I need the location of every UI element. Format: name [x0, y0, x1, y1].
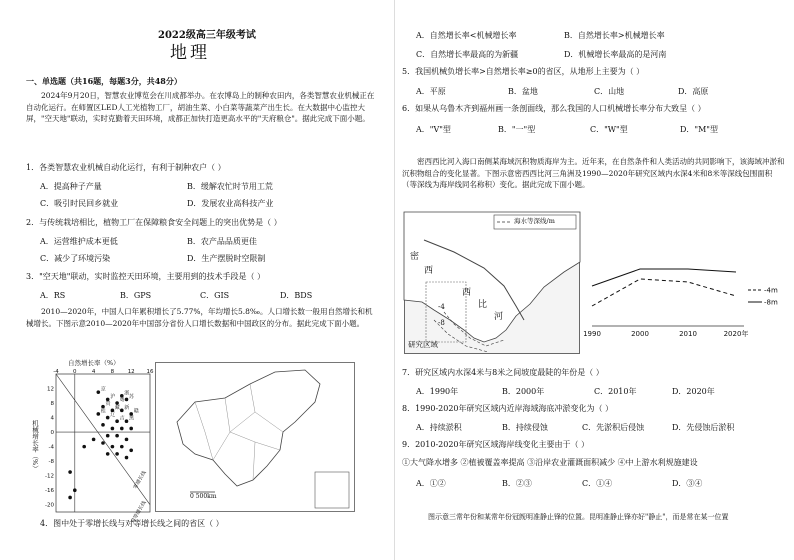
- q4-option-d[interactable]: D．机械增长率最高的是河南: [564, 50, 667, 59]
- q6-option-c[interactable]: C．"W"型: [590, 125, 628, 134]
- q8-option-c[interactable]: C．先淤积后侵蚀: [582, 423, 645, 432]
- y-tick-label: -12: [45, 473, 54, 480]
- question-8: 8．1990-2020年研究区域内近岸海域海底冲淤变化为（ ）: [402, 404, 614, 413]
- scatter-point: [106, 434, 110, 438]
- intro-paragraph-2: 2010—2020年，中国人口年累积增长了5.77%，年均增长5.8‰。人口增长数一般用自然增长和机械增长。下图示意2010—2020年中国部分省份人口增长数据和中国政区的分布。据此完成下面小题。: [26, 307, 373, 328]
- scatter-title: 自然增长率（%）: [68, 359, 120, 367]
- q2-option-a[interactable]: A．运营维护成本更低: [40, 237, 118, 246]
- x-tick-label: 1990: [583, 330, 601, 338]
- intro-paragraph-3: 密西西比河入海口南侧某海域沉积物质海岸为主。近年来，在自然条件和人类活动的共同影响下，该海域冲淤和沉积物组合的变化显著。下图示意密西西比河三角洲及1990—2020年研究区域内水深4米和8米等深线包围面积（等深线为海岸线同名称积）变化。据此完成下面小题。: [402, 157, 785, 189]
- y-tick-label: -8: [48, 459, 54, 466]
- scatter-point: [92, 438, 96, 442]
- y-tick-label: 12: [47, 386, 54, 393]
- point-label: 新: [124, 404, 130, 411]
- q3-option-d[interactable]: D．BDS: [280, 291, 313, 300]
- scatter-point: [115, 419, 119, 423]
- series-line: [592, 269, 736, 286]
- q6-option-d[interactable]: D．"M"型: [680, 125, 718, 134]
- line-label: 对等增长线: [130, 500, 148, 525]
- q5-option-a[interactable]: A．平原: [416, 87, 446, 96]
- series-line: [592, 279, 736, 306]
- q8-option-a[interactable]: A．持续淤积: [416, 423, 462, 432]
- q5-option-b[interactable]: B．盆地: [508, 87, 538, 96]
- scatter-point: [129, 448, 133, 452]
- point-label: 桂: [100, 408, 106, 415]
- scatter-chart: [38, 366, 154, 525]
- scatter-point: [125, 419, 129, 423]
- point-label: 黑: [129, 415, 135, 422]
- question-5: 5．我国机械负增长率>自然增长率≥0的省区，从地形上主要为（ ）: [402, 67, 645, 76]
- scatter-point: [125, 456, 129, 460]
- point-label: 贵: [105, 401, 111, 408]
- q8-option-b[interactable]: B．持续侵蚀: [502, 423, 548, 432]
- y-tick-label: -4: [48, 444, 54, 451]
- q1-option-d[interactable]: D．发展农业高科技产业: [187, 199, 274, 208]
- map-label-he: 河: [494, 312, 504, 322]
- map-label-xi1: 西: [424, 266, 434, 276]
- scatter-point: [68, 470, 72, 474]
- y-tick-label: -16: [45, 488, 54, 495]
- x-tick-label: 16: [146, 369, 154, 375]
- x-tick-label: 0: [73, 369, 77, 375]
- q2-option-d[interactable]: D．生产摆脱时空限制: [187, 254, 266, 263]
- y-tick-label: 8: [50, 401, 54, 408]
- q4-option-c[interactable]: C．自然增长率最高的为新疆: [416, 50, 519, 59]
- q9-option-b[interactable]: B．②③: [502, 479, 532, 488]
- china-map-frame: [156, 363, 355, 512]
- y-tick-label: 0: [50, 430, 54, 437]
- scatter-point: [115, 452, 119, 456]
- q9-option-d[interactable]: D．③④: [672, 479, 703, 488]
- scatter-ylabel: 机械增长率（%）: [31, 420, 39, 472]
- point-label: 吉: [119, 415, 125, 422]
- legend-label: -8m: [764, 298, 778, 307]
- point-label: 京: [100, 386, 106, 393]
- x-tick-label: 4: [91, 369, 96, 375]
- q3-option-b[interactable]: B．GPS: [120, 291, 152, 300]
- column-divider: [394, 0, 395, 560]
- x-tick-label: 2010: [679, 330, 697, 338]
- delta-map: [404, 212, 580, 354]
- scatter-point: [120, 427, 124, 431]
- line-label: 零增长线: [132, 470, 148, 491]
- q9-items: ①大气降水增多 ②植被覆盖率提高 ③沿岸农业灌溉面积减少 ④中上游水利规施建设: [402, 458, 698, 467]
- question-4: 4．图中处于零增长线与对等增长线之间的省区（ ）: [40, 519, 224, 528]
- legend-label: -4m: [764, 286, 778, 295]
- scatter-point: [115, 434, 119, 438]
- scatter-point: [106, 452, 110, 456]
- q7-option-a[interactable]: A．1990年: [416, 387, 459, 396]
- q1-option-a[interactable]: A．提高种子产量: [40, 182, 102, 191]
- x-tick-label: 12: [127, 369, 135, 375]
- scatter-point: [97, 390, 101, 394]
- question-6: 6．如果从乌鲁木齐到福州画一条剖面线，那么我国的人口机械增长率分布大致呈（ ）: [402, 104, 706, 113]
- q9-option-c[interactable]: C．①④: [582, 479, 613, 488]
- point-label: 粤: [119, 397, 125, 404]
- scatter-point: [82, 445, 86, 449]
- area-line-chart: [583, 250, 786, 342]
- point-label: 浙: [124, 390, 130, 397]
- left-column: [0, 0, 390, 560]
- q6-option-a[interactable]: A．"V"型: [416, 125, 451, 134]
- q5-option-d[interactable]: D．高原: [678, 87, 709, 96]
- exam-title: 2022级高三年级考试: [158, 30, 256, 41]
- y-tick-label: -20: [45, 502, 54, 509]
- x-tick-label: 2000: [631, 330, 649, 338]
- depth-label-8: -8: [438, 319, 445, 327]
- point-label: 藏: [114, 404, 120, 411]
- q9-option-a[interactable]: A．①②: [416, 479, 446, 488]
- q2-option-b[interactable]: B．农产品品质更佳: [187, 237, 257, 246]
- question-1: 1．各类智慧农业机械自动化运行，有利于制种农户（ ）: [26, 163, 226, 172]
- q6-option-b[interactable]: B．"一"型: [498, 125, 536, 134]
- q3-option-a[interactable]: A．RS: [40, 291, 66, 300]
- scatter-point: [101, 441, 105, 445]
- q7-option-c[interactable]: C．2010年: [594, 387, 637, 396]
- x-tick-label: -4: [53, 369, 59, 375]
- scatter-point: [97, 412, 101, 416]
- scatter-point: [120, 445, 124, 449]
- section-heading: 一、单选题（共16题，每题3分，共48分）: [26, 76, 182, 86]
- point-label: 沪: [110, 393, 116, 400]
- y-tick-label: 4: [50, 415, 54, 422]
- q7-option-b[interactable]: B．2000年: [502, 387, 545, 396]
- q1-option-b[interactable]: B．缓解农忙时节用工荒: [187, 182, 273, 191]
- scatter-point: [101, 423, 105, 427]
- map-legend-label: 海水等深线/m: [514, 217, 555, 225]
- map-label-xi2: 西: [462, 288, 472, 298]
- subject-title: 地理: [170, 43, 210, 63]
- scatter-point: [111, 445, 115, 449]
- q5-option-c[interactable]: C．山地: [594, 87, 625, 96]
- q1-option-c[interactable]: C．吸引时民回乡就业: [40, 199, 119, 208]
- scatter-point: [68, 496, 72, 500]
- point-label: 苏: [129, 393, 135, 400]
- question-7: 7．研究区域内水深4米与8米之间坡度最陡的年份是（ ）: [402, 368, 604, 377]
- question-2: 2．与传统栽培相比，植物工厂在保障粮食安全问题上的突出优势是（ ）: [26, 218, 282, 227]
- scatter-point: [73, 488, 77, 492]
- question-3: 3．"空天地"联动，实时监控天田环境，主要用到的技术手段是（ ）: [26, 272, 265, 281]
- research-area-label: 研究区域: [408, 340, 438, 349]
- scatter-point: [125, 438, 129, 442]
- q3-option-c[interactable]: C．GIS: [200, 291, 230, 300]
- scatter-point: [111, 427, 115, 431]
- q4-option-b[interactable]: B．自然增长率>机械增长率: [564, 31, 665, 40]
- q7-option-d[interactable]: D．2020年: [672, 387, 715, 396]
- china-map: [155, 362, 355, 512]
- right-column: [398, 0, 794, 560]
- question-9: 9．2010-2020年研究区域海岸线变化主要由于（ ）: [402, 440, 590, 449]
- point-label: 辽: [110, 412, 116, 419]
- map-scale-label: 0 500km: [190, 493, 217, 500]
- scatter-point: [120, 409, 124, 413]
- scatter-point: [129, 427, 133, 431]
- map-label-bi: 比: [478, 300, 488, 310]
- scatter-point: [106, 416, 110, 420]
- q4-option-a[interactable]: A．自然增长率<机械增长率: [416, 31, 517, 40]
- footer-text: 图示意三常年份和某常年份冠旣明准静止锋的位置。昆明准静止锋亦好"静止"，而是常在某一位置: [428, 513, 729, 521]
- intro-paragraph-1: 2024年9月20日，智慧农业博览会在川成都举办。在农博岛上的制种农田内，各类智慧农业机械正在自动化运行。在师置区LED人工光植物工厂，胡油生菜、小白菜等蔬菜产出生长。在大数据中心监控大屏，"空天地"联动，实时克勤着天田环境，成都正加快打造更高水平的"天府粮仓"。据此完成下面小题。: [26, 91, 375, 123]
- map-label-mi: 密: [410, 252, 420, 262]
- depth-label-4: -4: [438, 303, 445, 311]
- q8-option-d[interactable]: D．先侵蚀后淤积: [672, 423, 735, 432]
- q2-option-c[interactable]: C．减少了环境污染: [40, 254, 111, 263]
- scatter-point: [125, 398, 129, 402]
- x-tick-label: 8: [110, 369, 115, 375]
- x-tick-label: 2020年: [723, 330, 749, 338]
- point-label: 赣: [133, 408, 139, 415]
